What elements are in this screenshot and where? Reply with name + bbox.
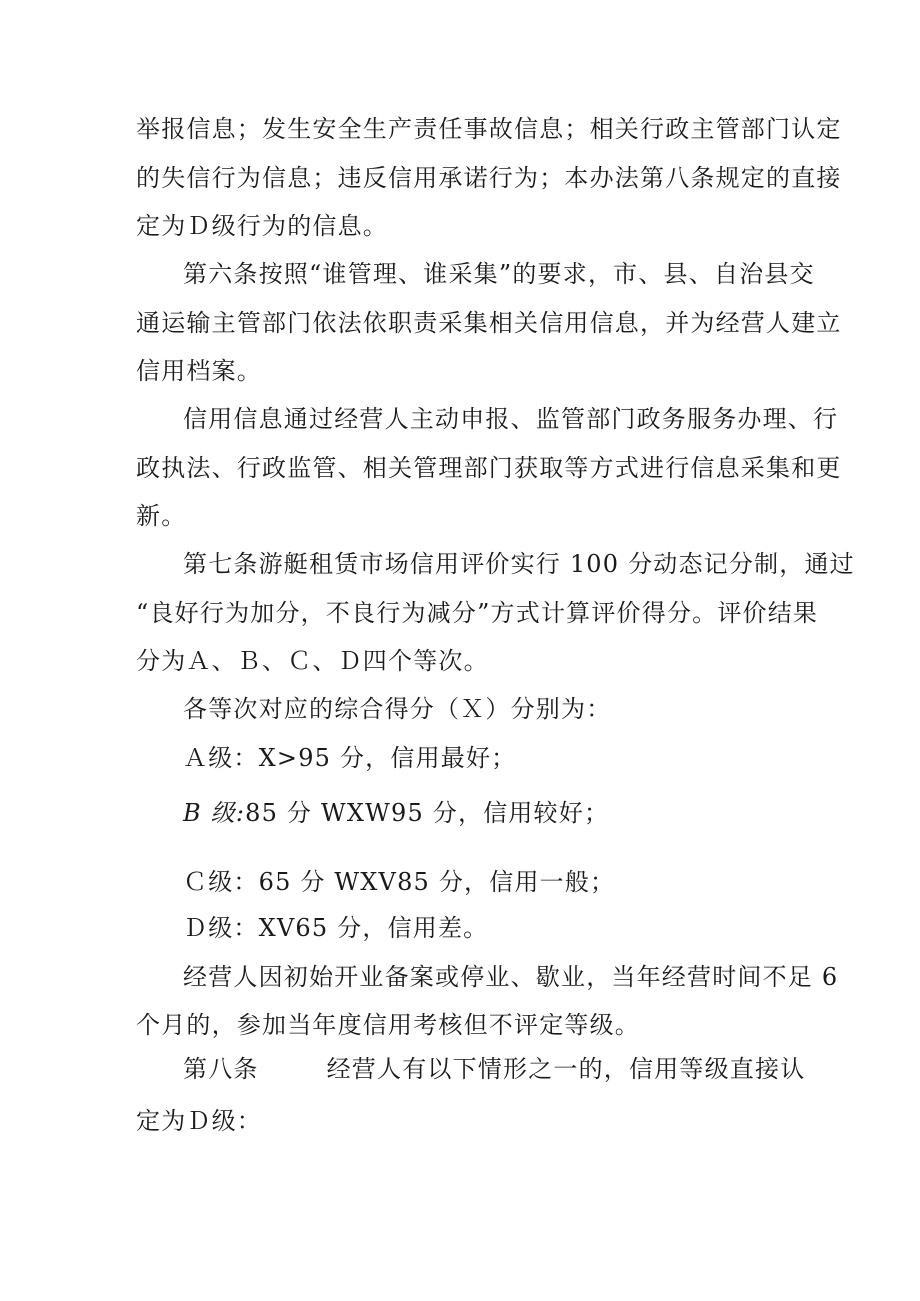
text-line: 举报信息；发生安全生产责任事故信息；相关行政主管部门认定 — [136, 115, 842, 143]
text-line: 经营人因初始开业备案或停业、歇业，当年经营时间不足 6 — [183, 963, 839, 991]
grade-a-line: Ａ级：X>95 分，信用最好； — [183, 744, 517, 772]
article-eight-tail: 经营人有以下情形之一的，信用等级直接认 — [326, 1055, 806, 1083]
text-line: 政执法、行政监管、相关管理部门获取等方式进行信息采集和更 — [136, 454, 842, 482]
text-line: 通运输主管部门依法依职责采集相关信用信息，并为经营人建立 — [136, 309, 842, 337]
text-line: 各等次对应的综合得分（Ｘ）分别为： — [183, 695, 612, 723]
text-line: 定为Ｄ级： — [136, 1107, 262, 1135]
text-line: 个月的，参加当年度信用考核但不评定等级。 — [136, 1011, 640, 1039]
text-line: “良好行为加分，不良行为减分”方式计算评价得分。评价结果 — [136, 599, 819, 627]
text-line: 信用档案。 — [136, 357, 262, 385]
text-line: 信用信息通过经营人主动申报、监管部门政务服务办理、行 — [183, 405, 839, 433]
text-line: 新。 — [136, 502, 187, 530]
text-line: 第七条游艇租赁市场信用评价实行 100 分动态记分制，通过 — [183, 550, 855, 578]
grade-d-line: Ｄ级：XV65 分，信用差。 — [183, 914, 489, 942]
grade-b-prefix: B 级: — [183, 799, 246, 827]
article-eight-head: 第八条 — [183, 1055, 259, 1083]
text-line: 第六条按照“谁管理、谁采集”的要求，市、县、自治县交 — [183, 260, 815, 288]
grade-c-line: Ｃ级：65 分 WXV85 分，信用一般； — [183, 868, 616, 896]
grade-b-rest: 85 分 WXW95 分，信用较好； — [245, 799, 610, 827]
text-line: 的失信行为信息；违反信用承诺行为；本办法第八条规定的直接 — [136, 164, 842, 192]
article-eight-line — [183, 1053, 805, 1085]
text-line: 分为Ａ、Ｂ、Ｃ、Ｄ四个等次。 — [136, 647, 489, 675]
grade-b-line — [183, 797, 609, 829]
text-line: 定为Ｄ级行为的信息。 — [136, 212, 388, 240]
